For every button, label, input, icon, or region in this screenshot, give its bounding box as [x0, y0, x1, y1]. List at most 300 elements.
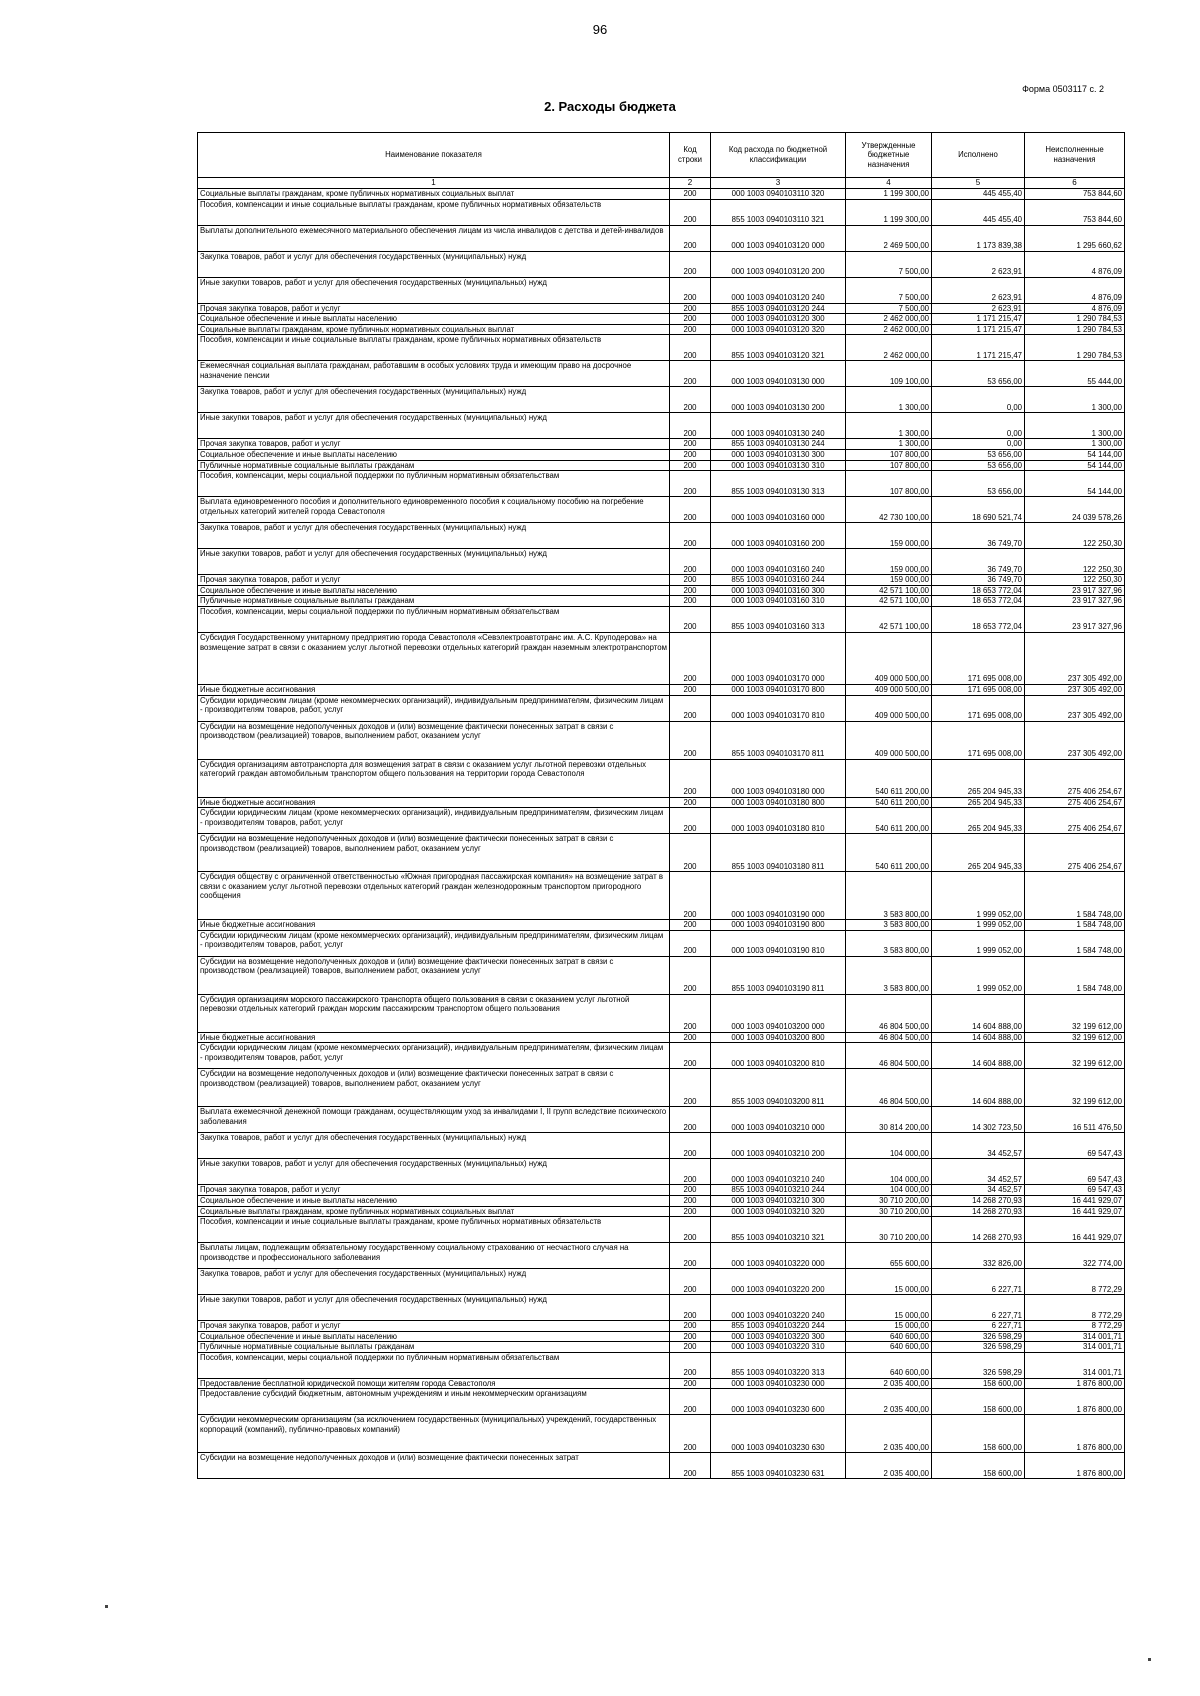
- row-expense-code: 000 1003 0940103210 240: [711, 1159, 846, 1185]
- table-row: [198, 189, 1125, 200]
- row-approved: 46 804 500,00: [846, 1069, 932, 1107]
- row-executed: 1 999 052,00: [932, 956, 1025, 994]
- row-indicator-name: Пособия, компенсации, меры социальной поддержки по публичным нормативным обязательствам: [198, 1352, 670, 1378]
- row-line-code: 200: [670, 1069, 711, 1107]
- row-approved: 15 000,00: [846, 1269, 932, 1295]
- row-line-code: 200: [670, 251, 711, 277]
- table-row: [198, 1295, 1125, 1321]
- row-approved: 2 469 500,00: [846, 225, 932, 251]
- table-row: [198, 1195, 1125, 1206]
- column-number: 5: [932, 178, 1025, 189]
- row-indicator-name: Иные бюджетные ассигнования: [198, 797, 670, 808]
- table-row: [198, 335, 1125, 361]
- row-executed: 14 268 270,93: [932, 1217, 1025, 1243]
- row-unexecuted: 237 305 492,00: [1025, 721, 1125, 759]
- row-expense-code: 000 1003 0940103210 320: [711, 1206, 846, 1217]
- row-indicator-name: Субсидии некоммерческим организациям (за исключением государственных (муниципальных) учреждений, государственных корпораций (компаний), публично-правовых компаний): [198, 1415, 670, 1453]
- row-expense-code: 000 1003 0940103180 800: [711, 797, 846, 808]
- row-line-code: 200: [670, 834, 711, 872]
- row-approved: 2 035 400,00: [846, 1415, 932, 1453]
- page-title: 2. Расходы бюджета: [544, 99, 676, 114]
- row-expense-code: 000 1003 0940103120 300: [711, 314, 846, 325]
- row-approved: 42 730 100,00: [846, 497, 932, 523]
- row-line-code: 200: [670, 1217, 711, 1243]
- row-expense-code: 855 1003 0940103110 321: [711, 199, 846, 225]
- row-approved: 540 611 200,00: [846, 834, 932, 872]
- row-expense-code: 855 1003 0940103230 631: [711, 1453, 846, 1479]
- row-line-code: 200: [670, 1342, 711, 1353]
- row-expense-code: 855 1003 0940103120 321: [711, 335, 846, 361]
- row-unexecuted: 8 772,29: [1025, 1321, 1125, 1332]
- row-unexecuted: 1 584 748,00: [1025, 930, 1125, 956]
- row-indicator-name: Иные бюджетные ассигнования: [198, 1032, 670, 1043]
- row-unexecuted: 4 876,09: [1025, 277, 1125, 303]
- row-executed: 6 227,71: [932, 1321, 1025, 1332]
- row-approved: 15 000,00: [846, 1321, 932, 1332]
- row-line-code: 200: [670, 721, 711, 759]
- row-executed: 53 656,00: [932, 449, 1025, 460]
- row-unexecuted: 1 290 784,53: [1025, 324, 1125, 335]
- row-approved: 2 462 000,00: [846, 324, 932, 335]
- row-approved: 409 000 500,00: [846, 695, 932, 721]
- table-row: [198, 1269, 1125, 1295]
- row-executed: 171 695 008,00: [932, 632, 1025, 684]
- row-line-code: 200: [670, 361, 711, 387]
- table-row: [198, 1352, 1125, 1378]
- row-approved: 104 000,00: [846, 1133, 932, 1159]
- row-executed: 1 999 052,00: [932, 920, 1025, 931]
- row-executed: 158 600,00: [932, 1415, 1025, 1453]
- row-line-code: 200: [670, 225, 711, 251]
- row-indicator-name: Закупка товаров, работ и услуг для обеспечения государственных (муниципальных) нужд: [198, 1133, 670, 1159]
- table-row: [198, 199, 1125, 225]
- table-row: [198, 303, 1125, 314]
- row-line-code: 200: [670, 575, 711, 586]
- row-line-code: 200: [670, 956, 711, 994]
- row-approved: 1 300,00: [846, 413, 932, 439]
- row-indicator-name: Выплата ежемесячной денежной помощи гражданам, осуществляющим уход за инвалидами I, II групп вследствие психического заболевания: [198, 1107, 670, 1133]
- column-number: 3: [711, 178, 846, 189]
- row-line-code: 200: [670, 920, 711, 931]
- row-approved: 1 199 300,00: [846, 199, 932, 225]
- row-unexecuted: 322 774,00: [1025, 1243, 1125, 1269]
- row-expense-code: 855 1003 0940103160 244: [711, 575, 846, 586]
- row-unexecuted: 122 250,30: [1025, 549, 1125, 575]
- table-row: [198, 684, 1125, 695]
- row-executed: 36 749,70: [932, 549, 1025, 575]
- row-expense-code: 000 1003 0940103190 000: [711, 872, 846, 920]
- row-indicator-name: Иные бюджетные ассигнования: [198, 684, 670, 695]
- row-indicator-name: Субсидии юридическим лицам (кроме некоммерческих организаций), индивидуальным предпринимателям, физическим лицам - производителям товаров, работ, услуг: [198, 1043, 670, 1069]
- row-expense-code: 000 1003 0940103220 240: [711, 1295, 846, 1321]
- row-unexecuted: 32 199 612,00: [1025, 994, 1125, 1032]
- row-unexecuted: 1 876 800,00: [1025, 1453, 1125, 1479]
- row-executed: 265 204 945,33: [932, 834, 1025, 872]
- row-indicator-name: Прочая закупка товаров, работ и услуг: [198, 1185, 670, 1196]
- row-unexecuted: 1 584 748,00: [1025, 956, 1125, 994]
- row-indicator-name: Публичные нормативные социальные выплаты гражданам: [198, 460, 670, 471]
- table-row: [198, 872, 1125, 920]
- row-approved: 655 600,00: [846, 1243, 932, 1269]
- table-row: [198, 1321, 1125, 1332]
- row-approved: 2 035 400,00: [846, 1453, 932, 1479]
- row-indicator-name: Социальное обеспечение и иные выплаты населению: [198, 449, 670, 460]
- column-number-row: [198, 178, 1125, 189]
- row-line-code: 200: [670, 1378, 711, 1389]
- row-indicator-name: Закупка товаров, работ и услуг для обеспечения государственных (муниципальных) нужд: [198, 523, 670, 549]
- row-line-code: 200: [670, 460, 711, 471]
- row-unexecuted: 16 441 929,07: [1025, 1195, 1125, 1206]
- table-row: [198, 721, 1125, 759]
- row-indicator-name: Субсидии на возмещение недополученных доходов и (или) возмещение фактически понесенных затрат: [198, 1453, 670, 1479]
- table-row: [198, 1331, 1125, 1342]
- table-row: [198, 1107, 1125, 1133]
- row-indicator-name: Пособия, компенсации, меры социальной поддержки по публичным нормативным обязательствам: [198, 606, 670, 632]
- row-line-code: 200: [670, 684, 711, 695]
- row-line-code: 200: [670, 1243, 711, 1269]
- row-line-code: 200: [670, 632, 711, 684]
- row-unexecuted: 122 250,30: [1025, 575, 1125, 586]
- table-row: [198, 523, 1125, 549]
- row-expense-code: 000 1003 0940103120 200: [711, 251, 846, 277]
- header-expense-code: Код расхода по бюджетной классификации: [711, 133, 846, 178]
- row-executed: 326 598,29: [932, 1342, 1025, 1353]
- row-executed: 14 604 888,00: [932, 1069, 1025, 1107]
- row-executed: 265 204 945,33: [932, 808, 1025, 834]
- table-row: [198, 920, 1125, 931]
- row-expense-code: 855 1003 0940103200 811: [711, 1069, 846, 1107]
- row-unexecuted: 24 039 578,26: [1025, 497, 1125, 523]
- row-approved: 3 583 800,00: [846, 920, 932, 931]
- row-approved: 7 500,00: [846, 303, 932, 314]
- row-indicator-name: Социальное обеспечение и иные выплаты населению: [198, 1331, 670, 1342]
- row-executed: 0,00: [932, 413, 1025, 439]
- row-executed: 18 690 521,74: [932, 497, 1025, 523]
- row-expense-code: 000 1003 0940103130 310: [711, 460, 846, 471]
- row-line-code: 200: [670, 606, 711, 632]
- row-line-code: 200: [670, 449, 711, 460]
- row-indicator-name: Субсидии юридическим лицам (кроме некоммерческих организаций), индивидуальным предпринимателям, физическим лицам - производителям товаров, работ, услуг: [198, 808, 670, 834]
- row-line-code: 200: [670, 189, 711, 200]
- row-unexecuted: 1 300,00: [1025, 413, 1125, 439]
- row-unexecuted: 69 547,43: [1025, 1185, 1125, 1196]
- row-indicator-name: Публичные нормативные социальные выплаты гражданам: [198, 1342, 670, 1353]
- row-line-code: 200: [670, 523, 711, 549]
- row-unexecuted: 69 547,43: [1025, 1133, 1125, 1159]
- row-unexecuted: 237 305 492,00: [1025, 632, 1125, 684]
- row-expense-code: 000 1003 0940103210 200: [711, 1133, 846, 1159]
- row-executed: 171 695 008,00: [932, 695, 1025, 721]
- row-expense-code: 000 1003 0940103130 240: [711, 413, 846, 439]
- row-approved: 107 800,00: [846, 471, 932, 497]
- row-line-code: 200: [670, 1133, 711, 1159]
- table-row: [198, 834, 1125, 872]
- row-indicator-name: Прочая закупка товаров, работ и услуг: [198, 575, 670, 586]
- row-executed: 14 604 888,00: [932, 994, 1025, 1032]
- row-indicator-name: Пособия, компенсации, меры социальной поддержки по публичным нормативным обязательствам: [198, 471, 670, 497]
- row-expense-code: 000 1003 0940103180 810: [711, 808, 846, 834]
- row-approved: 1 300,00: [846, 439, 932, 450]
- row-expense-code: 000 1003 0940103200 810: [711, 1043, 846, 1069]
- row-executed: 53 656,00: [932, 460, 1025, 471]
- row-unexecuted: 16 441 929,07: [1025, 1206, 1125, 1217]
- row-indicator-name: Закупка товаров, работ и услуг для обеспечения государственных (муниципальных) нужд: [198, 387, 670, 413]
- row-executed: 14 302 723,50: [932, 1107, 1025, 1133]
- row-line-code: 200: [670, 808, 711, 834]
- row-expense-code: 000 1003 0940103220 000: [711, 1243, 846, 1269]
- row-unexecuted: 16 511 476,50: [1025, 1107, 1125, 1133]
- row-unexecuted: 237 305 492,00: [1025, 695, 1125, 721]
- row-line-code: 200: [670, 324, 711, 335]
- row-approved: 30 814 200,00: [846, 1107, 932, 1133]
- row-expense-code: 000 1003 0940103170 000: [711, 632, 846, 684]
- row-indicator-name: Иные закупки товаров, работ и услуг для обеспечения государственных (муниципальных) нужд: [198, 1159, 670, 1185]
- row-approved: 2 035 400,00: [846, 1378, 932, 1389]
- row-indicator-name: Социальное обеспечение и иные выплаты населению: [198, 1195, 670, 1206]
- row-indicator-name: Социальное обеспечение и иные выплаты населению: [198, 585, 670, 596]
- row-indicator-name: Выплаты лицам, подлежащим обязательному государственному социальному страхованию от несчастного случая на производстве и профессионального заболевания: [198, 1243, 670, 1269]
- row-unexecuted: 1 584 748,00: [1025, 872, 1125, 920]
- row-approved: 159 000,00: [846, 549, 932, 575]
- row-unexecuted: 1 876 800,00: [1025, 1415, 1125, 1453]
- table-row: [198, 695, 1125, 721]
- row-executed: 53 656,00: [932, 361, 1025, 387]
- row-unexecuted: 275 406 254,67: [1025, 808, 1125, 834]
- column-number: 1: [198, 178, 670, 189]
- table-row: [198, 956, 1125, 994]
- row-approved: 409 000 500,00: [846, 721, 932, 759]
- row-approved: 107 800,00: [846, 460, 932, 471]
- row-indicator-name: Иные закупки товаров, работ и услуг для обеспечения государственных (муниципальных) нужд: [198, 413, 670, 439]
- row-executed: 2 623,91: [932, 303, 1025, 314]
- table-row: [198, 413, 1125, 439]
- row-line-code: 200: [670, 1107, 711, 1133]
- table-row: [198, 387, 1125, 413]
- row-approved: 30 710 200,00: [846, 1195, 932, 1206]
- row-expense-code: 000 1003 0940103160 000: [711, 497, 846, 523]
- row-unexecuted: 23 917 327,96: [1025, 585, 1125, 596]
- row-unexecuted: 1 290 784,53: [1025, 335, 1125, 361]
- row-indicator-name: Социальные выплаты гражданам, кроме публичных нормативных социальных выплат: [198, 189, 670, 200]
- row-unexecuted: 1 876 800,00: [1025, 1378, 1125, 1389]
- row-executed: 18 653 772,04: [932, 606, 1025, 632]
- table-row: [198, 575, 1125, 586]
- row-indicator-name: Прочая закупка товаров, работ и услуг: [198, 303, 670, 314]
- row-indicator-name: Социальные выплаты гражданам, кроме публичных нормативных социальных выплат: [198, 1206, 670, 1217]
- row-executed: 2 623,91: [932, 251, 1025, 277]
- row-indicator-name: Субсидии на возмещение недополученных доходов и (или) возмещение фактически понесенных затрат в связи с производством (реализацией) товаров, выполнением работ, оказанием услуг: [198, 1069, 670, 1107]
- row-line-code: 200: [670, 199, 711, 225]
- table-body: [198, 189, 1125, 1479]
- row-expense-code: 000 1003 0940103200 800: [711, 1032, 846, 1043]
- row-indicator-name: Субсидии юридическим лицам (кроме некоммерческих организаций), индивидуальным предпринимателям, физическим лицам - производителям товаров, работ, услуг: [198, 930, 670, 956]
- row-unexecuted: 4 876,09: [1025, 251, 1125, 277]
- row-indicator-name: Закупка товаров, работ и услуг для обеспечения государственных (муниципальных) нужд: [198, 251, 670, 277]
- row-executed: 1 999 052,00: [932, 872, 1025, 920]
- row-unexecuted: 753 844,60: [1025, 189, 1125, 200]
- table-row: [198, 460, 1125, 471]
- table-row: [198, 324, 1125, 335]
- row-executed: 14 268 270,93: [932, 1206, 1025, 1217]
- header-executed: Исполнено: [932, 133, 1025, 178]
- table-row: [198, 1032, 1125, 1043]
- header-line-code: Код строки: [670, 133, 711, 178]
- row-expense-code: 000 1003 0940103130 300: [711, 449, 846, 460]
- row-executed: 14 604 888,00: [932, 1043, 1025, 1069]
- row-approved: 3 583 800,00: [846, 956, 932, 994]
- row-executed: 171 695 008,00: [932, 721, 1025, 759]
- table-row: [198, 1043, 1125, 1069]
- row-unexecuted: 314 001,71: [1025, 1331, 1125, 1342]
- row-unexecuted: 32 199 612,00: [1025, 1032, 1125, 1043]
- row-line-code: 200: [670, 1032, 711, 1043]
- row-executed: 158 600,00: [932, 1453, 1025, 1479]
- row-approved: 540 611 200,00: [846, 797, 932, 808]
- table-row: [198, 606, 1125, 632]
- row-indicator-name: Субсидии на возмещение недополученных доходов и (или) возмещение фактически понесенных затрат в связи с производством (реализацией) товаров, выполнением работ, оказанием услуг: [198, 721, 670, 759]
- row-executed: 0,00: [932, 387, 1025, 413]
- row-line-code: 200: [670, 1321, 711, 1332]
- row-executed: 1 171 215,47: [932, 335, 1025, 361]
- row-unexecuted: 32 199 612,00: [1025, 1043, 1125, 1069]
- row-line-code: 200: [670, 471, 711, 497]
- row-line-code: 200: [670, 1415, 711, 1453]
- row-approved: 3 583 800,00: [846, 930, 932, 956]
- row-executed: 18 653 772,04: [932, 585, 1025, 596]
- row-unexecuted: 237 305 492,00: [1025, 684, 1125, 695]
- row-unexecuted: 69 547,43: [1025, 1159, 1125, 1185]
- row-executed: 18 653 772,04: [932, 596, 1025, 607]
- row-expense-code: 000 1003 0940103120 000: [711, 225, 846, 251]
- row-indicator-name: Субсидия обществу с ограниченной ответственностью «Южная пригородная пассажирская компания» на возмещение затрат в связи с оказанием услуг льготной перевозки отдельных категорий граждан железнодорожным транспортом пригородного сообщения: [198, 872, 670, 920]
- row-executed: 14 268 270,93: [932, 1195, 1025, 1206]
- table-row: [198, 1185, 1125, 1196]
- row-executed: 1 171 215,47: [932, 324, 1025, 335]
- row-approved: 46 804 500,00: [846, 1032, 932, 1043]
- row-executed: 445 455,40: [932, 189, 1025, 200]
- row-line-code: 200: [670, 994, 711, 1032]
- row-line-code: 200: [670, 695, 711, 721]
- row-executed: 265 204 945,33: [932, 759, 1025, 797]
- row-executed: 53 656,00: [932, 471, 1025, 497]
- table-row: [198, 808, 1125, 834]
- row-expense-code: 000 1003 0940103230 000: [711, 1378, 846, 1389]
- row-unexecuted: 23 917 327,96: [1025, 596, 1125, 607]
- row-approved: 159 000,00: [846, 575, 932, 586]
- row-unexecuted: 55 444,00: [1025, 361, 1125, 387]
- row-indicator-name: Субсидия Государственному унитарному предприятию города Севастополя «Севэлектроавтотранс им. А.С. Круподерова» на возмещение затрат в связи с оказанием услуг льготной перевозки отдельных категорий граждан наземным электротранспортом: [198, 632, 670, 684]
- row-approved: 15 000,00: [846, 1295, 932, 1321]
- row-expense-code: 855 1003 0940103130 244: [711, 439, 846, 450]
- row-indicator-name: Иные закупки товаров, работ и услуг для обеспечения государственных (муниципальных) нужд: [198, 549, 670, 575]
- row-indicator-name: Субсидии на возмещение недополученных доходов и (или) возмещение фактически понесенных затрат в связи с производством (реализацией) товаров, выполнением работ, оказанием услуг: [198, 956, 670, 994]
- row-unexecuted: 1 290 784,53: [1025, 314, 1125, 325]
- row-unexecuted: 1 295 660,62: [1025, 225, 1125, 251]
- row-executed: 265 204 945,33: [932, 797, 1025, 808]
- row-indicator-name: Выплаты дополнительного ежемесячного материального обеспечения лицам из числа инвалидов с детства и детей-инвалидов: [198, 225, 670, 251]
- row-expense-code: 000 1003 0940103120 240: [711, 277, 846, 303]
- scan-speck: [1148, 1658, 1151, 1661]
- row-indicator-name: Иные закупки товаров, работ и услуг для обеспечения государственных (муниципальных) нужд: [198, 277, 670, 303]
- row-line-code: 200: [670, 387, 711, 413]
- row-indicator-name: Иные бюджетные ассигнования: [198, 920, 670, 931]
- row-approved: 540 611 200,00: [846, 759, 932, 797]
- scan-speck: [105, 1605, 108, 1608]
- row-executed: 445 455,40: [932, 199, 1025, 225]
- row-expense-code: 000 1003 0940103130 000: [711, 361, 846, 387]
- row-indicator-name: Прочая закупка товаров, работ и услуг: [198, 1321, 670, 1332]
- row-approved: 640 600,00: [846, 1342, 932, 1353]
- row-unexecuted: 8 772,29: [1025, 1295, 1125, 1321]
- row-indicator-name: Субсидия организациям морского пассажирского транспорта общего пользования в связи с оказанием услуг льготной перевозки отдельных категорий граждан морским пассажирским транспортом общего пользования: [198, 994, 670, 1032]
- row-line-code: 200: [670, 439, 711, 450]
- row-expense-code: 000 1003 0940103160 200: [711, 523, 846, 549]
- row-executed: 1 999 052,00: [932, 930, 1025, 956]
- row-unexecuted: 1 300,00: [1025, 387, 1125, 413]
- row-expense-code: 000 1003 0940103220 200: [711, 1269, 846, 1295]
- row-expense-code: 855 1003 0940103170 811: [711, 721, 846, 759]
- row-approved: 2 035 400,00: [846, 1389, 932, 1415]
- row-indicator-name: Иные закупки товаров, работ и услуг для обеспечения государственных (муниципальных) нужд: [198, 1295, 670, 1321]
- row-approved: 540 611 200,00: [846, 808, 932, 834]
- row-indicator-name: Субсидии на возмещение недополученных доходов и (или) возмещение фактически понесенных затрат в связи с производством (реализацией) товаров, выполнением работ, оказанием услуг: [198, 834, 670, 872]
- row-unexecuted: 275 406 254,67: [1025, 759, 1125, 797]
- row-expense-code: 000 1003 0940103130 200: [711, 387, 846, 413]
- row-indicator-name: Пособия, компенсации и иные социальные выплаты гражданам, кроме публичных нормативных обязательств: [198, 199, 670, 225]
- table-row: [198, 471, 1125, 497]
- row-unexecuted: 314 001,71: [1025, 1352, 1125, 1378]
- row-approved: 409 000 500,00: [846, 632, 932, 684]
- row-line-code: 200: [670, 1185, 711, 1196]
- table-row: [198, 994, 1125, 1032]
- row-indicator-name: Закупка товаров, работ и услуг для обеспечения государственных (муниципальных) нужд: [198, 1269, 670, 1295]
- row-expense-code: 855 1003 0940103190 811: [711, 956, 846, 994]
- row-approved: 2 462 000,00: [846, 314, 932, 325]
- table-row: [198, 439, 1125, 450]
- row-approved: 46 804 500,00: [846, 994, 932, 1032]
- row-executed: 36 749,70: [932, 575, 1025, 586]
- table-row: [198, 497, 1125, 523]
- row-indicator-name: Социальное обеспечение и иные выплаты населению: [198, 314, 670, 325]
- row-line-code: 200: [670, 1043, 711, 1069]
- row-expense-code: 000 1003 0940103160 310: [711, 596, 846, 607]
- table-row: [198, 1453, 1125, 1479]
- expenditures-table: [197, 132, 1125, 1479]
- table-row: [198, 632, 1125, 684]
- row-approved: 409 000 500,00: [846, 684, 932, 695]
- table-row: [198, 1133, 1125, 1159]
- row-approved: 104 000,00: [846, 1159, 932, 1185]
- row-unexecuted: 753 844,60: [1025, 199, 1125, 225]
- row-line-code: 200: [670, 596, 711, 607]
- row-expense-code: 000 1003 0940103230 630: [711, 1415, 846, 1453]
- row-approved: 1 300,00: [846, 387, 932, 413]
- table-row: [198, 1217, 1125, 1243]
- row-executed: 158 600,00: [932, 1378, 1025, 1389]
- row-line-code: 200: [670, 930, 711, 956]
- table-row: [198, 759, 1125, 797]
- row-executed: 171 695 008,00: [932, 684, 1025, 695]
- row-line-code: 200: [670, 303, 711, 314]
- row-expense-code: 000 1003 0940103180 000: [711, 759, 846, 797]
- row-unexecuted: 8 772,29: [1025, 1269, 1125, 1295]
- row-executed: 158 600,00: [932, 1389, 1025, 1415]
- row-line-code: 200: [670, 1295, 711, 1321]
- row-approved: 7 500,00: [846, 277, 932, 303]
- row-expense-code: 000 1003 0940103190 810: [711, 930, 846, 956]
- row-executed: 1 173 839,38: [932, 225, 1025, 251]
- row-line-code: 200: [670, 1453, 711, 1479]
